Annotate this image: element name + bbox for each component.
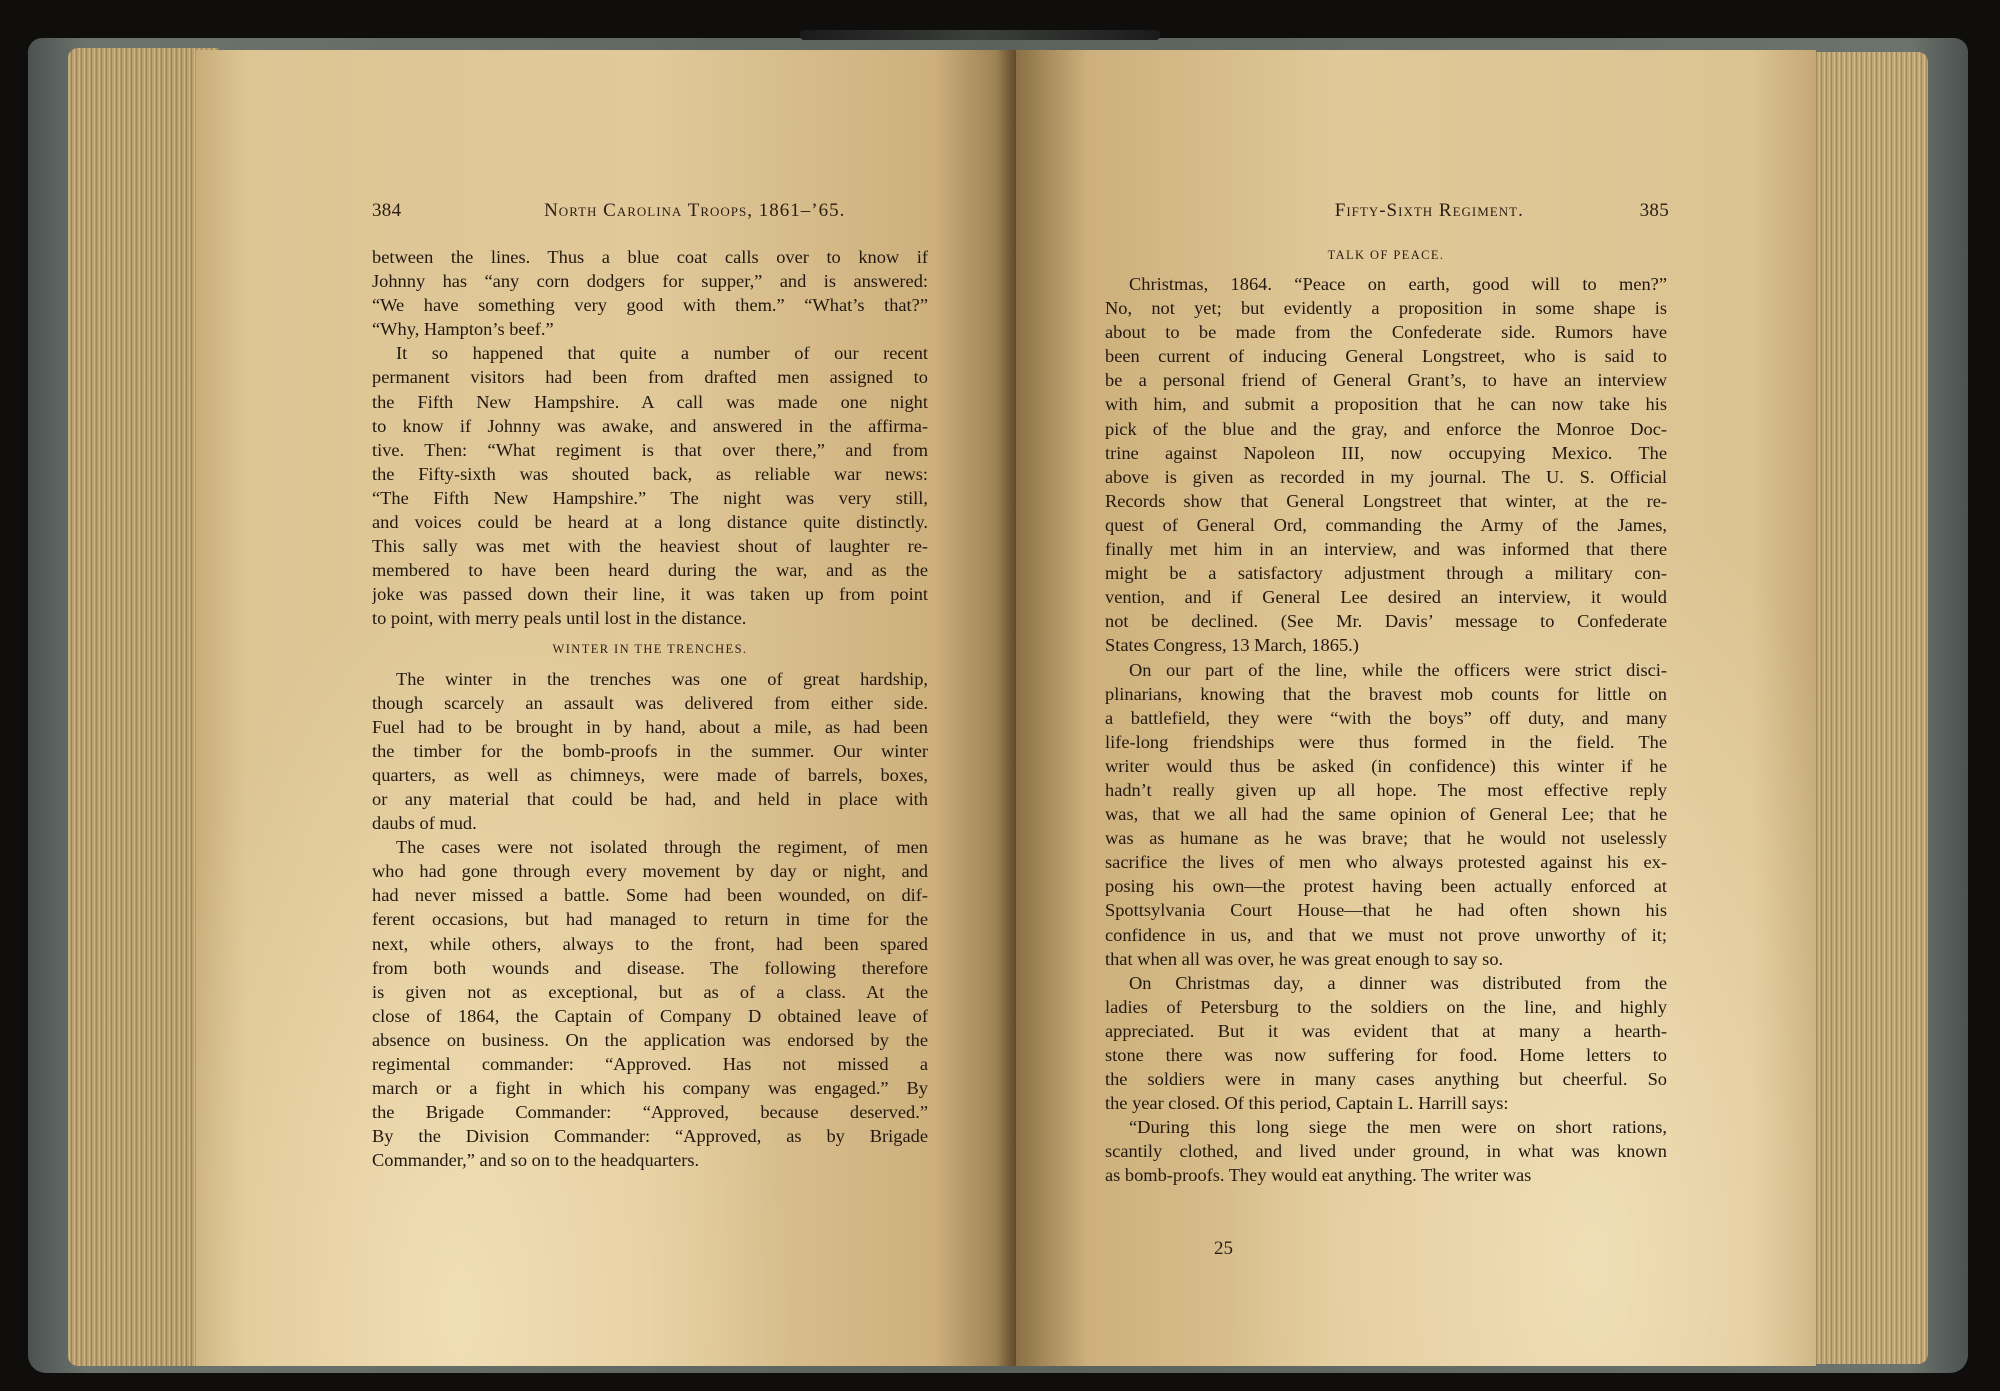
left-running-head (372, 200, 1016, 222)
left-page (196, 50, 1016, 1366)
text-line: scantily clothed, and lived under ground, in what was known (1105, 1141, 1667, 1162)
section-heading-peace: TALK OF PEACE. (1327, 248, 1445, 262)
text-line: Commander,” and so on to the headquarters. (372, 1150, 700, 1171)
text-line: a battlefield, they were “with the boys” off duty, and many (1105, 707, 1667, 728)
text-line: Records show that General Longstreet that winter, at the re- (1105, 490, 1667, 511)
signature-mark: 25 (1214, 1238, 1233, 1259)
text-line: next, while others, always to the front, had been spared (372, 933, 928, 954)
text-line: and voices could be heard at a long distance quite distinctly. (372, 512, 928, 533)
right-page (1016, 50, 1816, 1366)
left-paragraph-4 (372, 835, 928, 1172)
text-line: “Why, Hampton’s beef.” (372, 319, 554, 340)
right-running-head (1099, 200, 1669, 222)
left-page-body (372, 245, 928, 1172)
text-line: writer would thus be asked (in confidence) this winter if he (1105, 755, 1667, 776)
text-line: was, that we all had the same opinion of General Lee; that he (1105, 804, 1667, 825)
left-running-title: North Carolina Troops, 1861–’65. (544, 200, 846, 221)
right-paragraph-3 (1105, 971, 1667, 1116)
text-line: been current of inducing General Longstreet, who is said to (1105, 346, 1667, 367)
text-line: from both wounds and disease. The following therefore (372, 957, 928, 978)
right-page-edges (1808, 52, 1928, 1364)
text-line: between the lines. Thus a blue coat calls over to know if (372, 247, 928, 267)
text-line: ferent occasions, but had managed to return in time for the (372, 909, 928, 930)
text-line: By the Division Commander: “Approved, as by Brigade (372, 1126, 928, 1147)
right-paragraph-2 (1105, 658, 1667, 971)
text-line: “The Fifth New Hampshire.” The night was very still, (372, 487, 928, 508)
text-line: posing his own—the protest having been actually enforced at (1105, 876, 1667, 897)
text-line: the timber for the bomb-proofs in the summer. Our winter (372, 740, 928, 761)
text-line: It so happened that quite a number of our recent (396, 343, 928, 364)
text-line: absence on business. On the application was endorsed by the (372, 1029, 928, 1050)
text-line: On Christmas day, a dinner was distributed from the (1129, 972, 1667, 993)
text-line: might be a satisfactory adjustment through a military con- (1105, 563, 1667, 584)
text-line: joke was passed down their line, it was taken up from point (372, 584, 928, 605)
text-line: “We have something very good with them.” “What’s that?” (372, 295, 928, 316)
text-line: to know if Johnny was awake, and answered in the affirma- (372, 415, 928, 436)
text-line: membered to have been heard during the war, and as the (372, 560, 928, 581)
text-line: sacrifice the lives of men who always protested against his ex- (1105, 852, 1667, 873)
text-line: No, not yet; but evidently a proposition in some shape is (1105, 298, 1667, 319)
left-paragraph-1 (372, 245, 928, 341)
text-line: hadn’t really given up all hope. The most effective reply (1105, 779, 1667, 800)
text-line: quarters, as well as chimneys, were made of barrels, boxes, (372, 764, 928, 785)
text-line: march or a fight in which his company was engaged.” By (372, 1078, 928, 1099)
text-line: stone there was now suffering for food. Home letters to (1105, 1045, 1667, 1065)
text-line: the Fifty-sixth was shouted back, as reliable war news: (372, 463, 928, 484)
text-line: had never missed a battle. Some had been wounded, on dif- (372, 885, 928, 906)
text-line: the year closed. Of this period, Captain L. Harrill says: (1105, 1093, 1509, 1114)
text-line: trine against Napoleon III, now occupying Mexico. The (1105, 442, 1667, 463)
text-line: Christmas, 1864. “Peace on earth, good will to men?” (1129, 274, 1667, 294)
text-line: “During this long siege the men were on short rations, (1129, 1117, 1667, 1138)
text-line: the Fifth New Hampshire. A call was made one night (372, 391, 928, 412)
text-line: above is given as recorded in my journal. The U. S. Official (1105, 466, 1667, 487)
text-line: with him, and submit a proposition that he can now take his (1105, 394, 1667, 415)
text-line: appreciated. But it was evident that at many a hearth- (1105, 1020, 1667, 1041)
text-line: about to be made from the Confederate side. Rumors have (1105, 322, 1667, 343)
right-paragraph-1 (1105, 272, 1667, 658)
left-paragraph-3 (372, 667, 928, 836)
text-line: On our part of the line, while the officers were strict disci- (1129, 659, 1667, 680)
text-line: tive. Then: “What regiment is that over there,” and from (372, 439, 928, 460)
text-line: Johnny has “any corn dodgers for supper,” and is answered: (372, 271, 928, 292)
text-line: This sally was met with the heaviest shout of laughter re- (372, 536, 928, 557)
text-line: to point, with merry peals until lost in the distance. (372, 608, 747, 629)
left-paragraph-2 (372, 341, 928, 630)
text-line: The winter in the trenches was one of great hardship, (396, 668, 928, 689)
text-line: that when all was over, he was great enough to say so. (1105, 948, 1504, 969)
right-paragraph-4 (1105, 1115, 1667, 1187)
section-heading-winter: WINTER IN THE TRENCHES. (552, 641, 748, 656)
text-line: close of 1864, the Captain of Company D obtained leave of (372, 1005, 928, 1026)
text-line: the soldiers were in many cases anything but cheerful. So (1105, 1069, 1667, 1090)
right-page-number: 385 (1639, 200, 1669, 221)
text-line: permanent visitors had been from drafted men assigned to (372, 367, 928, 388)
right-running-title: Fifty-Sixth Regiment. (1334, 200, 1524, 221)
book-spine-top (800, 30, 1160, 40)
text-line: confidence in us, and that we must not prove unworthy of it; (1105, 924, 1667, 945)
text-line: vention, and if General Lee desired an interview, it would (1105, 587, 1667, 608)
text-line: finally met him in an interview, and was informed that there (1105, 539, 1667, 560)
text-line: ladies of Petersburg to the soldiers on the line, and highly (1105, 996, 1667, 1017)
text-line: regimental commander: “Approved. Has not missed a (372, 1054, 928, 1074)
left-page-number: 384 (372, 200, 402, 221)
text-line: Fuel had to be brought in by hand, about a mile, as had been (372, 716, 928, 737)
text-line: pick of the blue and the gray, and enforce the Monroe Doc- (1105, 418, 1667, 439)
right-page-body (1105, 242, 1667, 1188)
text-line: who had gone through every movement by day or night, and (372, 861, 928, 882)
text-line: quest of General Ord, commanding the Army of the James, (1105, 514, 1667, 535)
text-line: daubs of mud. (372, 813, 477, 834)
text-line: Spottsylvania Court House—that he had often shown his (1105, 900, 1667, 921)
text-line: though scarcely an assault was delivered from either side. (372, 692, 928, 713)
text-line: plinarians, knowing that the bravest mob counts for little on (1105, 683, 1667, 704)
text-line: was as humane as he was brave; that he would not uselessly (1105, 828, 1667, 849)
text-line: be a personal friend of General Grant’s, to have an interview (1105, 370, 1667, 391)
text-line: the Brigade Commander: “Approved, because deserved.” (372, 1102, 928, 1123)
text-line: is given not as exceptional, but as of a class. At the (372, 981, 928, 1002)
text-line: life-long friendships were thus formed in the field. The (1105, 731, 1667, 752)
text-line: not be declined. (See Mr. Davis’ message to Confederate (1105, 611, 1667, 632)
text-line: or any material that could be had, and held in place with (372, 788, 928, 809)
text-line: The cases were not isolated through the regiment, of men (396, 837, 928, 858)
text-line: as bomb-proofs. They would eat anything. The writer was (1105, 1165, 1532, 1186)
text-line: States Congress, 13 March, 1865.) (1105, 635, 1359, 656)
